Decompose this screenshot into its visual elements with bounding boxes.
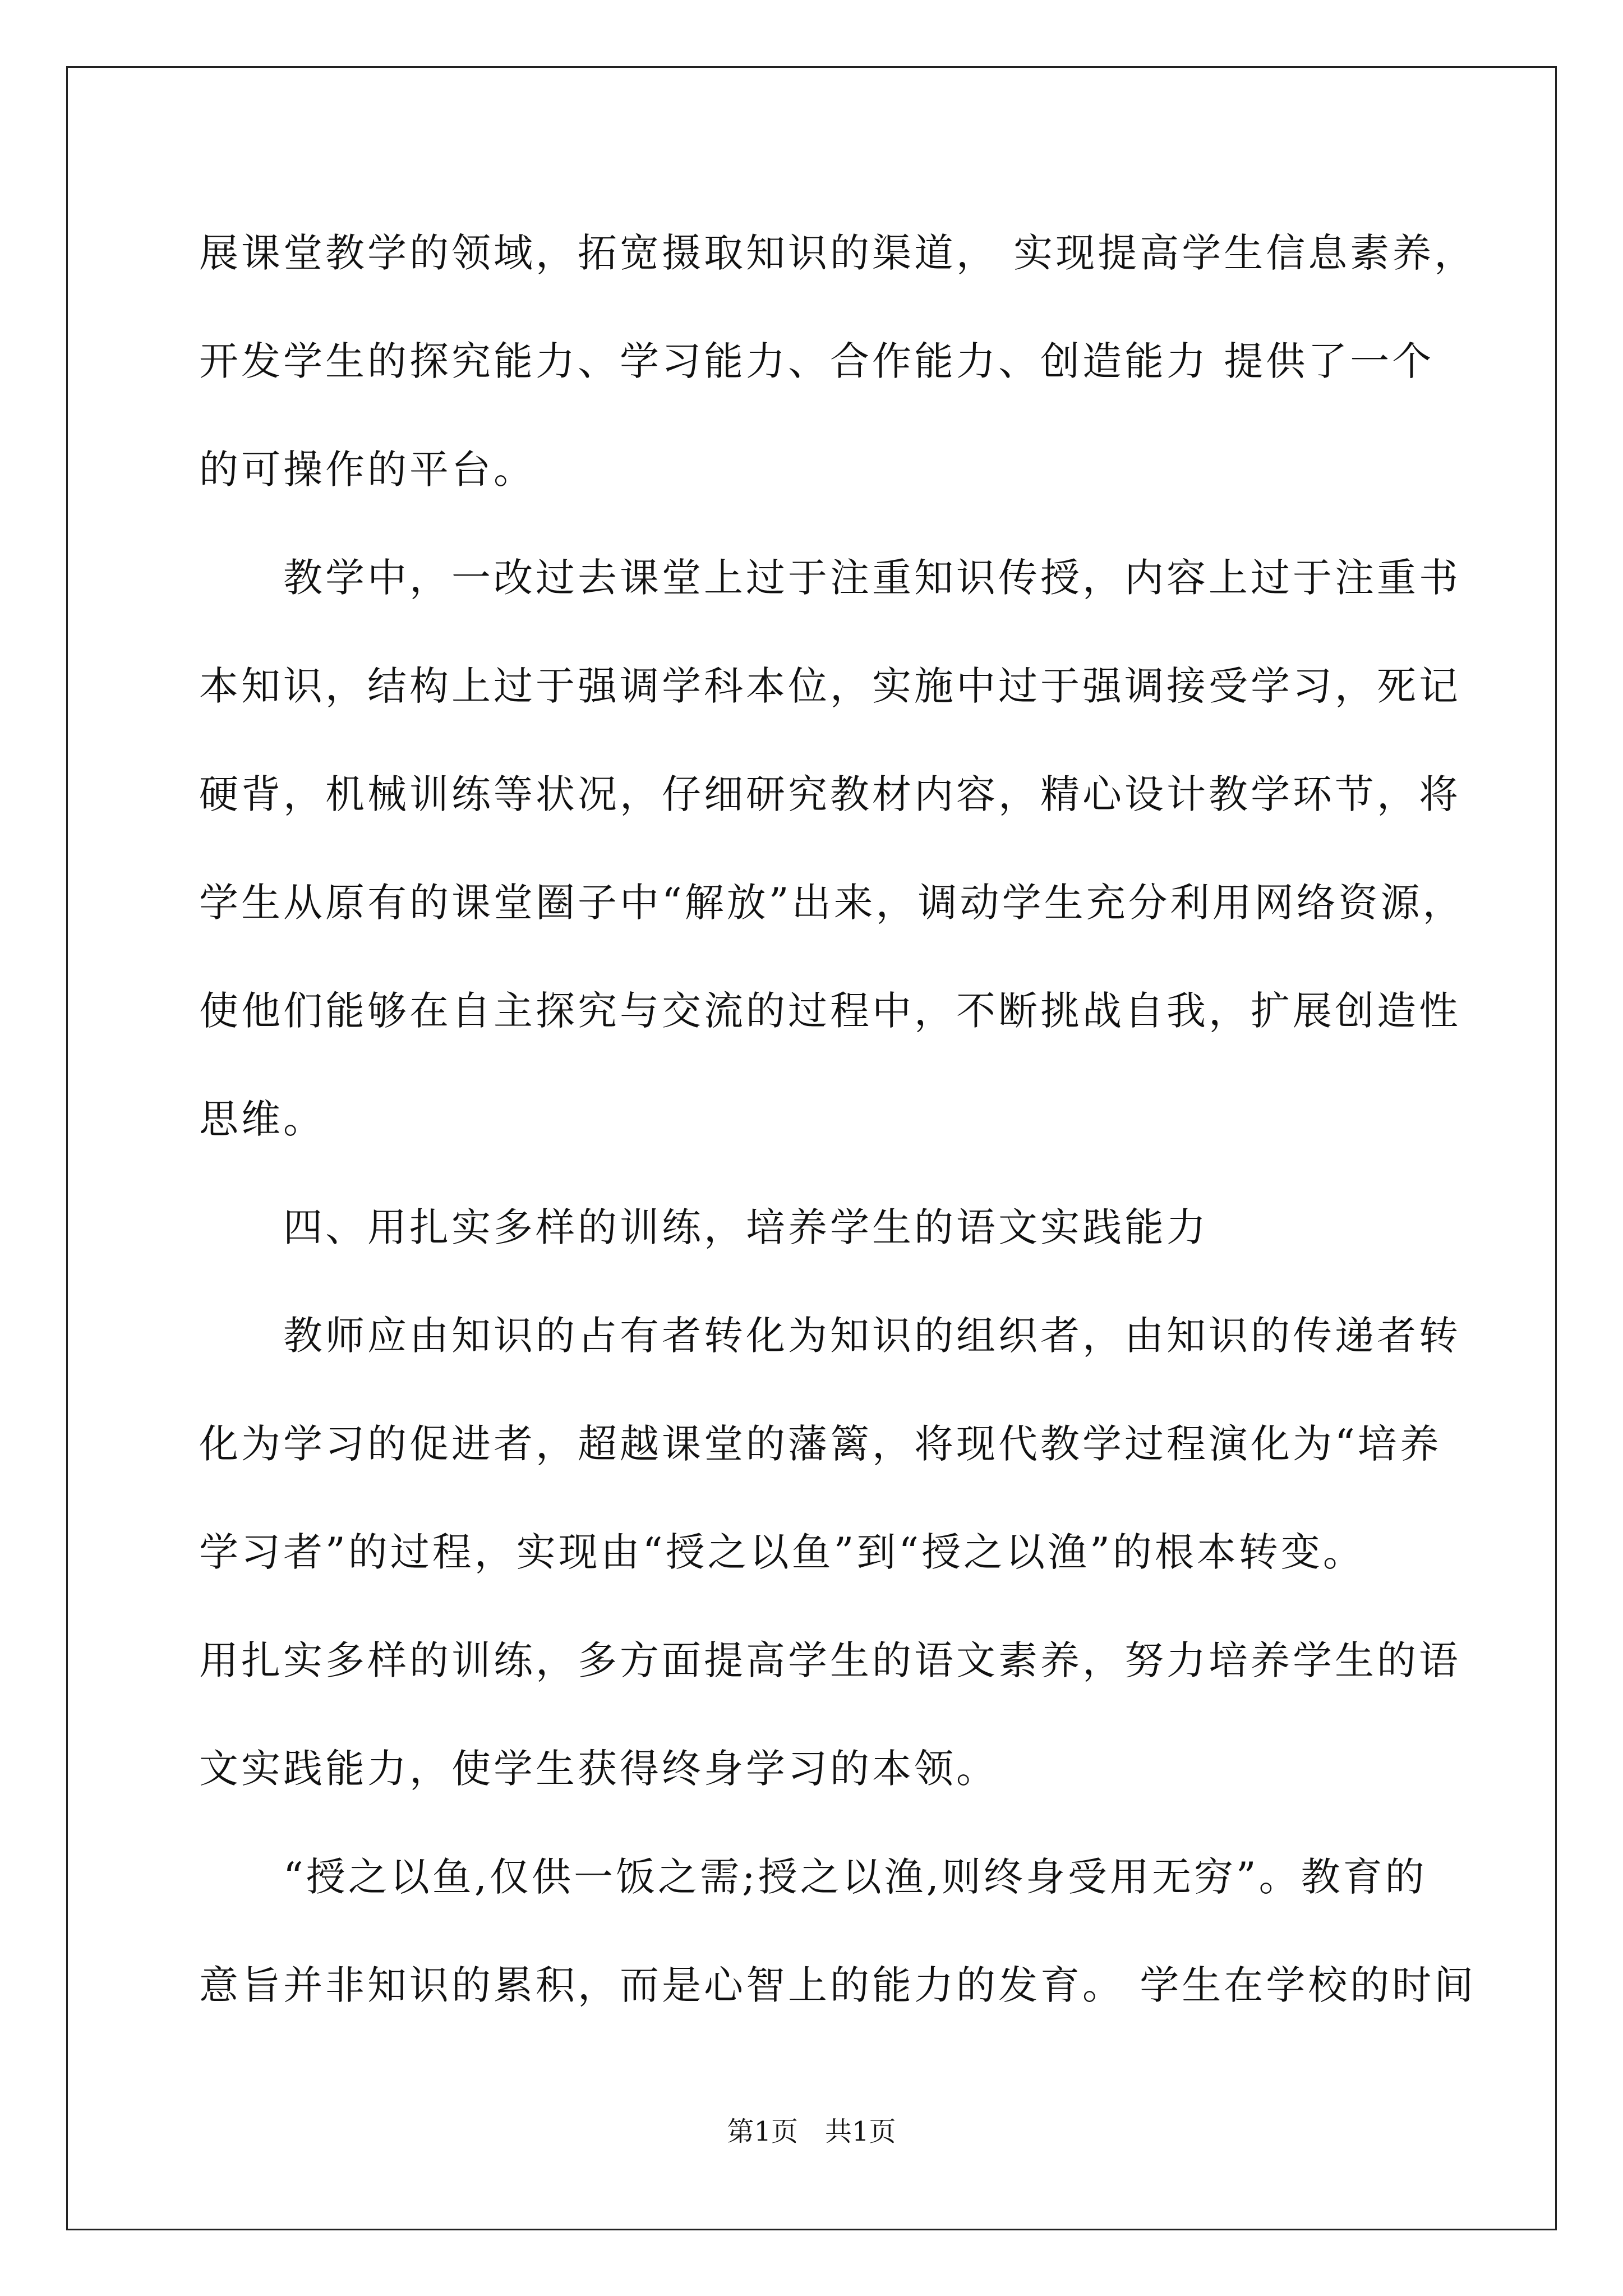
text-line: 用扎实多样的训练，多方面提高学生的语文素养，努力培养学生的语 bbox=[199, 1637, 1461, 1683]
text-line: 开发学生的探究能力、学习能力、合作能力、创造能力 提供了一个 bbox=[199, 338, 1435, 384]
text-line: “授之以鱼,仅供一饭之需;授之以渔,则终身受用无穷”。教育的 bbox=[199, 1854, 1427, 1900]
document-body bbox=[199, 199, 1477, 2040]
text-line: 教师应由知识的占有者转化为知识的组织者，由知识的传递者转 bbox=[199, 1313, 1461, 1359]
section-heading: 四、用扎实多样的训练，培养学生的语文实践能力 bbox=[199, 1204, 1209, 1250]
text-line: 化为学习的促进者，超越课堂的藩篱，将现代教学过程演化为“培养 bbox=[199, 1421, 1442, 1467]
text-line: 思维。 bbox=[199, 1096, 325, 1142]
text-line: 学生从原有的课堂圈子中“解放”出来，调动学生充分利用网络资源， bbox=[199, 880, 1465, 926]
text-line: 文实践能力，使学生获得终身学习的本领。 bbox=[199, 1746, 998, 1792]
text-line: 学习者”的过程，实现由“授之以鱼”到“授之以渔”的根本转变。 bbox=[199, 1529, 1365, 1575]
text-line: 硬背，机械训练等状况，仔细研究教材内容，精心设计教学环节，将 bbox=[199, 771, 1461, 817]
text-line: 意旨并非知识的累积，而是心智上的能力的发育。 学生在学校的时间 bbox=[199, 1962, 1477, 2008]
text-line: 教学中，一改过去课堂上过于注重知识传授，内容上过于注重书 bbox=[199, 555, 1461, 601]
page-footer bbox=[0, 2115, 1623, 2148]
page-number-label: 第1页 共1页 bbox=[727, 2116, 896, 2147]
text-line: 的可操作的平台。 bbox=[199, 447, 536, 493]
text-line: 展课堂教学的领域，拓宽摄取知识的渠道， 实现提高学生信息素养， bbox=[199, 230, 1477, 276]
text-line: 使他们能够在自主探究与交流的过程中，不断挑战自我，扩展创造性 bbox=[199, 988, 1461, 1034]
text-line: 本知识，结构上过于强调学科本位，实施中过于强调接受学习，死记 bbox=[199, 663, 1461, 709]
